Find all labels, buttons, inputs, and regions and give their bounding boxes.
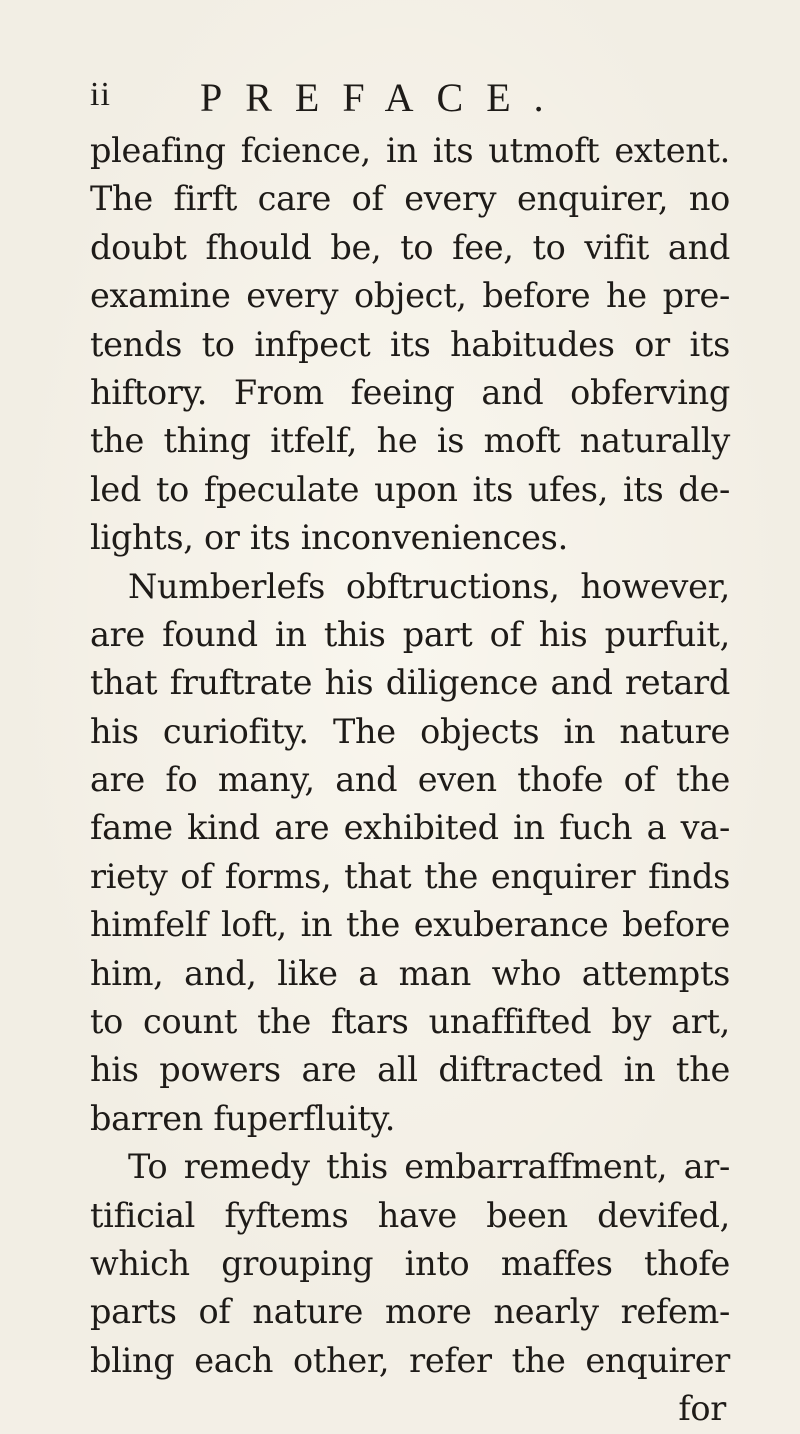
text-line: examine every object, before he pre- [90, 276, 730, 316]
text-line: tends to infpect its habitudes or its [90, 324, 730, 364]
text-line: are found in this part of his purfuit, [90, 614, 730, 654]
text-line: fame kind are exhibited in fuch a va- [90, 808, 730, 848]
body-text [90, 127, 730, 1434]
text-line: are fo many, and even thofe of the [90, 760, 730, 800]
text-line: tificial fyftems have been devifed, [90, 1195, 730, 1235]
text-line: doubt fhould be, to fee, to vifit and [90, 227, 730, 267]
text-line: that fruftrate his diligence and retard [90, 663, 730, 703]
text-line: pleafing fcience, in its utmoft extent. [90, 131, 730, 170]
page-number: ii [90, 76, 111, 113]
text-line: parts of nature more nearly refem- [90, 1292, 730, 1332]
text-line: The firft care of every enquirer, no [90, 179, 730, 219]
text-line: riety of forms, that the enquirer finds [90, 856, 730, 896]
text-line: him, and, like a man who attempts [90, 953, 730, 993]
running-head: PREFACE. [200, 75, 567, 120]
text-line: the thing itfelf, he is moft naturally [90, 421, 730, 461]
text-line: himfelf loft, in the exuberance before [90, 905, 730, 945]
text-line: his curiofity. The objects in nature [90, 711, 730, 751]
text-line: To remedy this embarraffment, ar- [128, 1147, 730, 1187]
text-line: to count the ftars unaffifted by art, [90, 1002, 730, 1042]
page-header [90, 74, 730, 124]
text-line: barren fuperfluity. [90, 1098, 396, 1138]
text-line: Numberlefs obftructions, however, [128, 566, 730, 606]
text-line: which grouping into maffes thofe [90, 1243, 730, 1283]
text-line: lights, or its inconveniences. [90, 518, 568, 558]
text-line: hiftory. From feeing and obferving [90, 372, 730, 412]
text-line: his powers are all diftracted in the [90, 1050, 730, 1090]
text-line: led to fpeculate upon its ufes, its de- [90, 469, 730, 509]
catchword: for [678, 1389, 726, 1429]
text-line: bling each other, refer the enquirer [90, 1340, 730, 1380]
